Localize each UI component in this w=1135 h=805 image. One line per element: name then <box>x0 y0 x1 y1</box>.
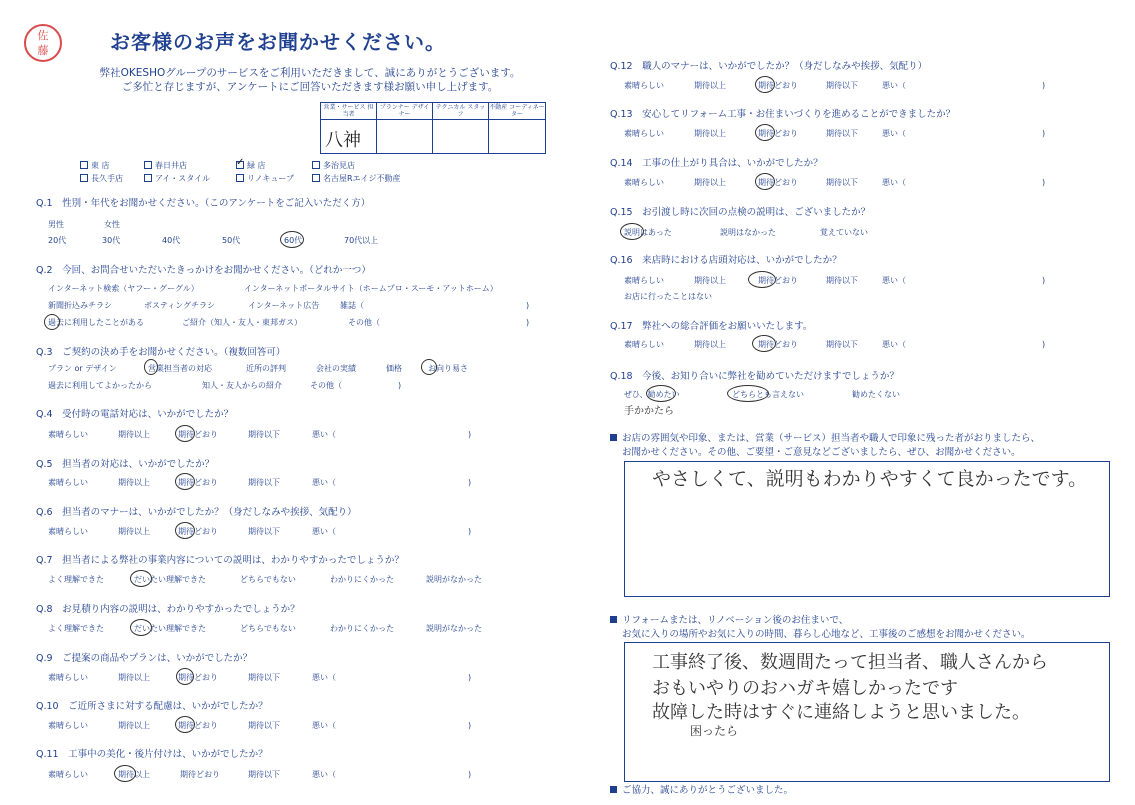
staff-table <box>320 102 546 154</box>
q3-answer-circle-2 <box>421 359 437 375</box>
store-option[interactable]: 多治見店 <box>312 160 462 171</box>
question-q5: Q.5 担当者の対応は、いかがでしたか？ <box>36 459 215 470</box>
question-q10: Q.10 ご近所さまに対する配慮は、いかがでしたか？ <box>36 701 268 712</box>
store-option[interactable]: 長久手店 <box>80 173 144 184</box>
question-q15: Q.15 お引渡し時に次回の点検の説明は、ございましたか？ <box>610 207 871 218</box>
question-q14: Q.14 工事の仕上がり具合は、いかがでしたか？ <box>610 158 823 169</box>
q18-answer-circle-1 <box>646 385 676 402</box>
question-q11: Q.11 工事中の美化・後片付けは、いかがでしたか？ <box>36 749 268 760</box>
checkbox-icon[interactable] <box>236 174 244 182</box>
intro-line-2: ご多忙と存じますが、アンケートにご回答いただきます様お願い申し上げます。 <box>121 81 499 93</box>
q13-answer-circle <box>755 124 775 141</box>
checkbox-icon[interactable] <box>144 161 152 169</box>
q18-answer-circle-2 <box>727 385 769 402</box>
question-q3: Q.3 ご契約の決め手をお聞かせください。（複数回答可） <box>36 347 286 358</box>
reform-handwriting-line-2: おもいやりのおハガキ嬉しかったです <box>652 678 958 699</box>
q14-answer-circle <box>755 173 775 190</box>
square-bullet-icon <box>610 434 617 441</box>
store-option[interactable]: リノキューブ <box>236 173 312 184</box>
question-q7: Q.7 担当者による弊社の事業内容についての説明は、わかりやすかったでしょうか？ <box>36 555 404 566</box>
reform-prompt-2: お気に入りの場所やお気に入りの時間、暮らし心地など、工事後のご感想をお聞かせください。 <box>622 629 1031 640</box>
checkbox-icon[interactable] <box>312 161 320 169</box>
q10-answer-circle <box>175 716 195 733</box>
impression-prompt-1: お店の雰囲気や印象、または、営業（サービス）担当者や職人で印象に残った者がおりましたら、 <box>610 432 1040 445</box>
q17-answer-circle <box>752 335 776 352</box>
q15-answer-circle <box>620 223 644 240</box>
store-option[interactable]: 名古屋Rエイジ不動産 <box>312 173 462 184</box>
question-q17: Q.17 弊社への総合評価をお願いいたします。 <box>610 321 813 332</box>
q7-answer-circle <box>130 570 152 587</box>
checkbox-icon[interactable] <box>312 174 320 182</box>
question-q18: Q.18 今後、お知り合いに弊社を勧めていただけますでしょうか？ <box>610 371 899 382</box>
reform-prompt-1: リフォームまたは、リノベーション後のお住まいで、 <box>610 614 848 627</box>
staff-sales-value[interactable]: 八神 <box>321 120 377 153</box>
staff-header-realestate: 不動産 コーディネーター <box>489 104 545 118</box>
checkbox-icon[interactable] <box>80 161 88 169</box>
q1-answer-circle <box>280 231 304 248</box>
question-q12: Q.12 職人のマナーは、いかがでしたか？（身だしなみや挨拶、気配り） <box>610 61 928 72</box>
checkbox-icon[interactable] <box>80 174 88 182</box>
question-q16: Q.16 来店時における店頭対応は、いかがでしたか？ <box>610 255 842 266</box>
store-option[interactable]: ✓ 緑 店 <box>236 160 312 171</box>
store-option[interactable]: 春日井店 <box>144 160 236 171</box>
store-option[interactable]: 東 店 <box>80 160 144 171</box>
reform-handwriting-line-3: 故障した時はすぐに連絡しようと思いました。 <box>652 702 1030 723</box>
checkbox-icon[interactable] <box>144 174 152 182</box>
q9-answer-circle <box>176 668 194 685</box>
impression-prompt-2: お聞かせください。その他、ご要望・ご意見などございましたら、ぜひ、お聞かせください。 <box>622 447 1021 458</box>
thanks-line: ご協力、誠にありがとうございました。 <box>610 784 793 797</box>
impression-handwriting: やさしくて、説明もわかりやすくて良かったです。 <box>652 468 1088 490</box>
q18-handwritten-note: 手かかたら <box>624 406 674 417</box>
question-q13: Q.13 安心してリフォーム工事・お住まいづくりを進めることができましたか？ <box>610 109 956 120</box>
square-bullet-icon <box>610 616 617 623</box>
staff-technical-value[interactable] <box>433 120 489 153</box>
store-checklist <box>80 160 460 184</box>
staff-planner-value[interactable] <box>377 120 433 153</box>
page-title: お客様のお声をお聞かせください。 <box>110 30 446 54</box>
staff-header-planner: プランナー デザイナー <box>377 103 433 120</box>
q4-answer-circle <box>175 425 195 442</box>
seal-stamp: 佐 藤 <box>24 24 62 62</box>
q3-answer-circle-1 <box>144 359 158 375</box>
q11-answer-circle <box>114 765 136 782</box>
q6-answer-circle <box>175 522 195 539</box>
q8-answer-circle <box>130 619 152 636</box>
staff-header-technical: テクニカル スタッフ <box>433 103 489 120</box>
staff-header-sales: 営業・サービス 担当者 <box>321 103 377 120</box>
question-q1: Q.1 性別・年代をお聞かせください。（このアンケートをご記入いただく方） <box>36 198 371 209</box>
checked-checkbox-icon[interactable] <box>236 161 244 169</box>
q16-answer-circle <box>748 271 776 288</box>
square-bullet-icon <box>610 786 617 793</box>
question-q6: Q.6 担当者のマナーは、いかがでしたか？（身だしなみや挨拶、気配り） <box>36 507 357 518</box>
question-q9: Q.9 ご提案の商品やプランは、いかがでしたか？ <box>36 653 253 664</box>
question-q8: Q.8 お見積り内容の説明は、わかりやすかったでしょうか？ <box>36 604 300 615</box>
staff-realestate-value[interactable] <box>489 120 545 153</box>
reform-handwriting-note: 困ったら <box>690 724 739 738</box>
intro-line-1: 弊社OKESHOグループのサービスをご利用いただきまして、誠にありがとうございます。 <box>99 67 521 79</box>
store-option[interactable]: アイ・スタイル <box>144 173 236 184</box>
q5-answer-circle <box>175 473 195 490</box>
question-q4: Q.4 受付時の電話対応は、いかがでしたか？ <box>36 409 234 420</box>
reform-handwriting-line-1: 工事終了後、数週間たって担当者、職人さんから <box>652 652 1048 673</box>
q12-answer-circle <box>755 76 775 93</box>
question-q2: Q.2 今回、お問合せいただいたきっかけをお聞かせください。（どれか一つ） <box>36 265 371 276</box>
q2-answer-circle <box>44 314 60 330</box>
